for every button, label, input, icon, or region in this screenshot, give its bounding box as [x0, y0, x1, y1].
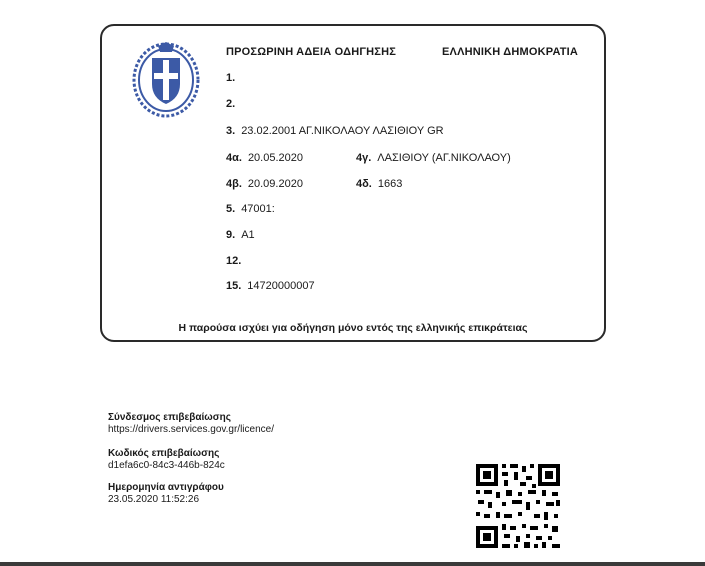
- field-4a: [226, 152, 303, 164]
- validity-note: Η παρούσα ισχύει για οδήγηση μόνο εντός της ελληνικής επικράτειας: [178, 322, 528, 334]
- field-value: 23.02.2001 ΑΓ.ΝΙΚΟΛΑΟΥ ΛΑΣΙΘΙΟΥ GR: [241, 125, 444, 137]
- field-label: 1.: [226, 72, 236, 84]
- license-card: [100, 24, 606, 342]
- field-value: 1663: [377, 178, 403, 190]
- field-value: ΛΑΣΙΘΙΟΥ (ΑΓ.ΝΙΚΟΛΑΟΥ): [377, 152, 511, 164]
- copy-date-label: Ημερομηνία αντιγράφου: [108, 482, 224, 493]
- field-4b: [226, 178, 303, 190]
- field-label: 9.: [226, 229, 236, 241]
- field-label: 12.: [226, 255, 242, 267]
- field-label: 4β.: [226, 178, 242, 190]
- copy-date-block: [108, 482, 224, 506]
- verification-code-block: [108, 448, 245, 472]
- field-label: 4δ.: [356, 178, 372, 190]
- field-label: 15.: [226, 280, 242, 292]
- verification-code-value: d1efa6c0-84c3-446b-824c: [108, 460, 225, 471]
- field-9: [226, 229, 255, 241]
- verification-link-block: [108, 412, 316, 436]
- greek-coat-of-arms-emblem: [132, 40, 200, 118]
- copy-date-value: 23.05.2020 11:52:26: [108, 494, 200, 505]
- field-4d: [356, 178, 402, 190]
- bottom-divider: [0, 562, 705, 566]
- card-title: ΠΡΟΣΩΡΙΝΗ ΑΔΕΙΑ ΟΔΗΓΗΣΗΣ: [226, 46, 397, 58]
- field-3: [226, 125, 444, 137]
- verification-code-label: Κωδικός επιβεβαίωσης: [108, 448, 220, 459]
- field-label: 2.: [226, 98, 236, 110]
- field-label: 5.: [226, 203, 236, 215]
- field-value: A1: [241, 229, 255, 241]
- field-label: 4α.: [226, 152, 242, 164]
- field-12: [226, 255, 247, 267]
- field-5: [226, 203, 275, 215]
- field-2: [226, 98, 241, 110]
- field-4g: [356, 152, 511, 164]
- field-1: [226, 72, 241, 84]
- field-label: 3.: [226, 125, 236, 137]
- field-value: 47001:: [241, 203, 275, 215]
- field-label: 4γ.: [356, 152, 372, 164]
- field-15: [226, 280, 315, 292]
- field-value: 14720000007: [247, 280, 315, 292]
- field-value: 20.05.2020: [247, 152, 303, 164]
- verification-link-value[interactable]: https://drivers.services.gov.gr/licence/: [108, 424, 274, 435]
- country-title: ΕΛΛΗΝΙΚΗ ΔΗΜΟΚΡΑΤΙΑ: [442, 46, 579, 58]
- qr-code: [474, 462, 562, 550]
- verification-link-label: Σύνδεσμος επιβεβαίωσης: [108, 412, 231, 423]
- field-value: 20.09.2020: [247, 178, 303, 190]
